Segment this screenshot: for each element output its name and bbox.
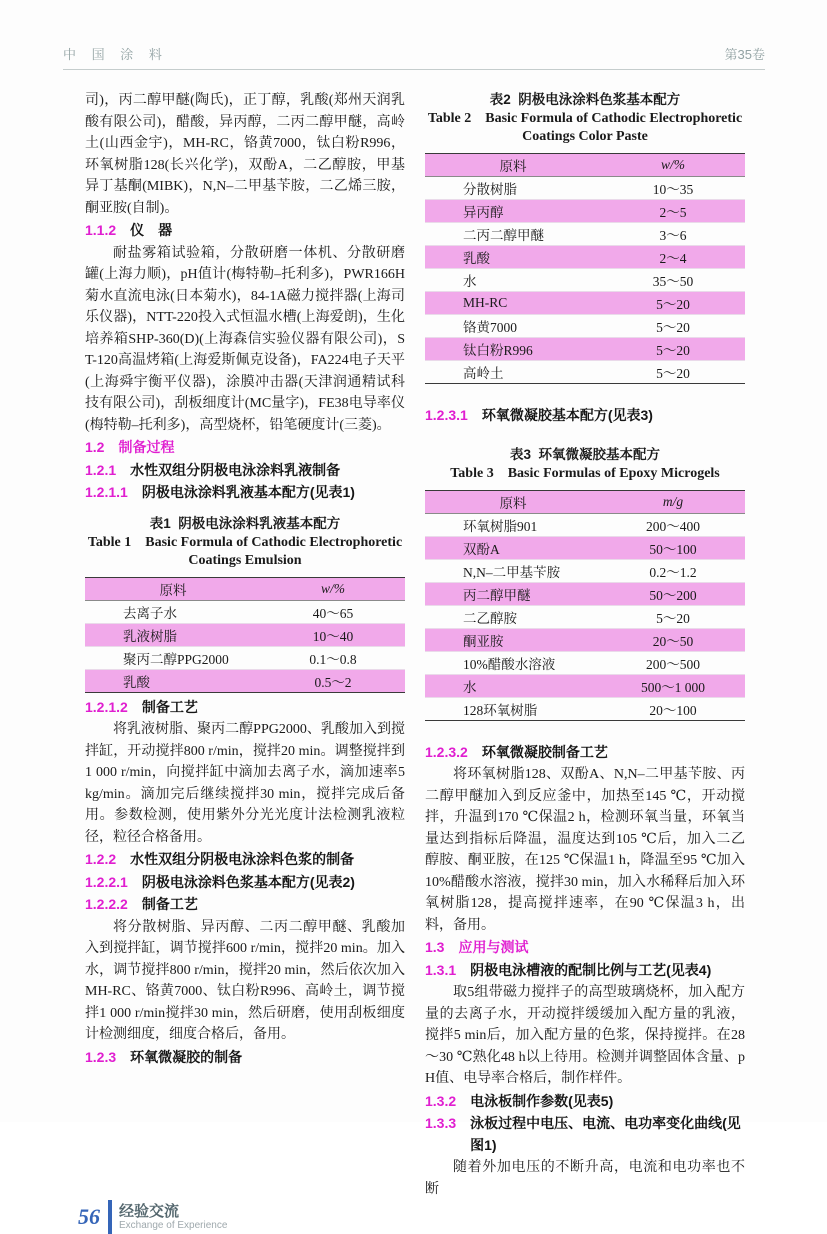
table-cell: 钛白粉R996: [463, 343, 533, 358]
section-number: 1.3.3: [425, 1115, 457, 1131]
paragraph-paste-process: 将分散树脂、异丙醇、二丙二醇甲醚、乳酸加入到搅拌缸，调节搅拌600 r/min，搅拌20 min。加入水，调节搅拌800 r/min，搅拌20 min，然后依次加入MH-RC、铬黄7000、钛白粉R996、高岭土，调节搅拌1 000 r/min搅拌30 min，然后研磨，使用刮板细度计检测细度，细度合格后，备用。: [85, 919, 405, 1042]
table-cell: m/g: [662, 493, 684, 509]
table-cell: 原料: [159, 582, 187, 598]
table-row: [425, 269, 745, 292]
table-cell: 酮亚胺: [463, 633, 504, 649]
table-row: [425, 200, 745, 223]
section-number: 1.2.2.1: [85, 873, 128, 890]
table-cell: 水: [463, 679, 477, 695]
section-number: 1.1.2: [85, 222, 117, 238]
table-cell: 128环氧树脂: [463, 702, 538, 718]
paragraph-emulsion-process: 将乳液树脂、聚丙二醇PPG2000、乳酸加入到搅拌缸，开动搅拌800 r/min，搅拌20 min。调整搅拌到1 000 r/min，向搅拌缸中滴加去离子水，滴加速率5 kg/min。滴加完后继续搅拌30 min，搅拌完成后备用。参数检测，使用紫外分光光度计法检测乳液粒径，粒径合格备用。: [85, 722, 405, 845]
table-row: [425, 338, 745, 361]
section-number: 1.3.1: [425, 961, 457, 978]
table1-emulsion-formula: [85, 577, 405, 693]
table-row: [425, 223, 745, 246]
table-cell: 乳酸: [463, 251, 490, 266]
table-cell: 铬黄7000: [463, 320, 517, 335]
table-row: [85, 577, 405, 600]
section-title: 阴极电泳槽液的配制比例与工艺(见表4): [470, 961, 712, 978]
table-cell: 二丙二醇甲醚: [463, 228, 544, 243]
right-column: [425, 90, 745, 1200]
section-number: 1.2.3.1: [425, 407, 468, 423]
table-cell: 5～20: [656, 297, 690, 312]
table-row: [425, 490, 745, 513]
page-number: 56: [78, 1204, 100, 1229]
section-heading-1-1-2: [85, 220, 405, 242]
left-column: [85, 90, 405, 1200]
section-title: 阴极电泳涂料乳液基本配方(见表1): [141, 484, 355, 500]
page-header: [63, 44, 765, 70]
table-row: [425, 582, 745, 605]
table1-caption-en-line1: Table 1 Basic Formula of Cathodic Electrophoretic: [87, 534, 403, 550]
table-row: [85, 646, 405, 669]
table2-caption-en-line2: Coatings Color Paste: [522, 129, 648, 144]
section-heading-1-2-2-2: [85, 894, 405, 916]
footer-accent-bar: [108, 1200, 112, 1234]
table1-caption-cn: 表1 阴极电泳涂料乳液基本配方: [149, 515, 341, 531]
section-title: 环氧微凝胶基本配方(见表3): [481, 407, 653, 423]
table-cell: 20～50: [652, 633, 694, 649]
table-row: [85, 623, 405, 646]
table-cell: 10～40: [312, 628, 354, 644]
table-cell: 200～500: [646, 656, 700, 672]
table-cell: w/%: [660, 157, 685, 172]
table3-caption-en-line1: Table 3 Basic Formulas of Epoxy Microgels: [450, 465, 720, 481]
table-row: [425, 513, 745, 536]
table-cell: 聚丙二醇PPG2000: [123, 651, 229, 667]
section-title: 阴极电泳涂料色浆基本配方(见表2): [141, 873, 355, 890]
table-cell: 0.2～1.2: [649, 564, 697, 580]
section-heading-1-2: [85, 437, 405, 459]
table-row: [425, 536, 745, 559]
table-cell: 高岭土: [463, 366, 504, 381]
table-cell: 原料: [499, 159, 527, 174]
section-number: 1.2.1.2: [85, 698, 128, 715]
table-row: [425, 697, 745, 720]
section-title: 水性双组分阴极电泳涂料乳液制备: [130, 461, 341, 478]
page-footer: [78, 1200, 827, 1234]
table-cell: 500～1 000: [640, 679, 706, 695]
volume-label: 第35卷: [724, 47, 765, 62]
paragraph-instruments: 耐盐雾箱试验箱，分散研磨一体机、分散研磨罐(上海力顺)，pH值计(梅特勒–托利多)，PWR166H菊水直流电泳(日本菊水)，84-1A磁力搅拌器(上海司乐仪器)，NTT-220投入式恒温水槽(上海爱朗)，生化培养箱SHP-360(D)(上海森信实验仪器有限公司)，ST-120高温烤箱(上海爱斯佩克设备)，FA224电子天平(上海舜宇衡平仪器)，涂膜冲击器(天津润通精试科技有限公司)，刮板细度计(MC量字)，FE38电导率仪(梅特勒–托利多)，高型烧杯，铅笔硬度计(三菱)。: [85, 245, 405, 433]
table-cell: 丙二醇甲醚: [463, 587, 531, 603]
table-row: [425, 605, 745, 628]
section-heading-1-3-2: [425, 1091, 745, 1113]
table2-color-paste-formula: [425, 153, 745, 384]
section-number: 1.2.3: [85, 1048, 117, 1065]
table-cell: 5～20: [656, 320, 690, 335]
section-heading-1-2-3: [85, 1047, 405, 1069]
section-heading-1-2-3-2: [425, 742, 745, 764]
table-cell: 3～6: [659, 228, 687, 243]
section-number: 1.2.2: [85, 851, 117, 867]
table-row: [425, 651, 745, 674]
table-cell: 分散树脂: [463, 182, 517, 197]
section-heading-1-2-1-2: [85, 697, 405, 719]
table-cell: 50～100: [649, 541, 697, 557]
table-cell: 20～100: [649, 702, 697, 718]
table-cell: 50～200: [649, 587, 697, 603]
spacer: [425, 725, 745, 741]
table-cell: 2～5: [659, 205, 687, 220]
section-heading-1-3-3: [425, 1113, 745, 1156]
paragraph-microgel-process: 将环氧树脂128、双酚A、N,N–二甲基苄胺、丙二醇甲醚加入到反应釜中，加热至145 ℃，开动搅拌，升温到170 ℃保温2 h，检测环氧当量，环氧当量达到指标后降温，温度达到105 ℃后，加入二乙醇胺、酮亚胺，在125 ℃保温1 h，降温至95 ℃加入10%醋酸水溶液，搅拌30 min，加入水稀释后加入环氧树脂128，提高搅拌速率，在90 ℃保温3 h，出料，备用。: [425, 767, 745, 933]
section-number: 1.2: [85, 439, 105, 455]
table-row: [425, 177, 745, 200]
section-heading-1-2-2-1: [85, 872, 405, 894]
table-cell: 乳液树脂: [123, 628, 177, 644]
section-title: 制备工艺: [141, 896, 198, 912]
table-cell: 5～20: [656, 610, 690, 626]
two-column-body: [85, 90, 745, 1200]
table1-caption-en-line2: Coatings Emulsion: [188, 552, 302, 568]
table-cell: 二乙醇胺: [463, 610, 517, 626]
section-title: 制备工艺: [141, 698, 198, 715]
table-cell: 0.1～0.8: [309, 651, 357, 667]
section-number: 1.2.3.2: [425, 743, 468, 760]
section-heading-1-2-1-1: [85, 482, 405, 504]
table-cell: 2～4: [659, 251, 687, 266]
footer-section: [119, 1203, 227, 1232]
section-title: 制备过程: [118, 439, 175, 455]
table-cell: 水: [463, 274, 477, 289]
table-row: [425, 154, 745, 177]
footer-section-cn: 经验交流: [119, 1202, 180, 1220]
paragraph-bath-preparation: 取5组带磁力搅拌子的高型玻璃烧杯，加入配方量的去离子水，开动搅拌缓缓加入配方量的乳液，搅拌5 min后，加入配方量的色浆，保持搅拌。在28～30 ℃熟化48 h以上待用。检测并调整固体含量、pH值、电导率合格后，制作样件。: [425, 985, 745, 1086]
table-cell: 异丙醇: [463, 205, 504, 220]
table-cell: 0.5～2: [314, 674, 352, 690]
table-row: [85, 600, 405, 623]
table-row: [85, 669, 405, 692]
table3-microgel-formula: [425, 490, 745, 721]
spacer: [425, 388, 745, 404]
table-row: [425, 559, 745, 582]
paragraph-voltage-curve: 随着外加电压的不断升高，电流和电功率也不断: [425, 1160, 745, 1197]
section-title: 环氧微凝胶的制备: [130, 1048, 243, 1065]
section-heading-1-2-3-1: [425, 405, 745, 427]
table-cell: 双酚A: [463, 541, 500, 557]
table2-caption-cn: 表2 阴极电泳涂料色浆基本配方: [489, 92, 681, 107]
table-cell: 40～65: [312, 605, 354, 621]
table-cell: N,N–二甲基苄胺: [463, 564, 561, 580]
journal-title: 中 国 涂 料: [63, 47, 168, 62]
section-heading-1-2-1: [85, 460, 405, 482]
table-cell: 原料: [499, 495, 527, 511]
table-cell: w/%: [320, 580, 345, 596]
paragraph-materials: 司)，丙二醇甲醚(陶氏)，正丁醇，乳酸(郑州天润乳酸有限公司)，醋酸，异丙醇，二丙二醇甲醚，高岭土(山西金宇)，MH-RC，铬黄7000，钛白粉R996，环氧树脂128(长兴化学)，双酚A，二乙醇胺，甲基异丁基酮(MIBK)，N,N–二甲基苄胺，二乙烯三胺，酮亚胺(自制)。: [85, 93, 405, 216]
section-heading-1-3-1: [425, 960, 745, 982]
section-title: 仪 器: [130, 222, 173, 238]
section-number: 1.3.2: [425, 1092, 457, 1109]
table3-caption-cn: 表3 环氧微凝胶基本配方: [509, 446, 660, 462]
section-heading-1-2-2: [85, 849, 405, 871]
table-row: [425, 628, 745, 651]
table-cell: 去离子水: [123, 605, 177, 621]
section-number: 1.2.2.2: [85, 896, 128, 912]
table-cell: 10～35: [652, 182, 694, 197]
table-row: [425, 361, 745, 384]
section-title: 应用与测试: [458, 939, 529, 955]
table-cell: 5～20: [656, 366, 690, 381]
table-row: [425, 315, 745, 338]
table-cell: 5～20: [656, 343, 690, 358]
table-cell: 10%醋酸水溶液: [463, 656, 556, 672]
section-number: 1.2.1: [85, 461, 117, 478]
table-cell: MH-RC: [463, 295, 508, 310]
table2-caption-en-line1: Table 2 Basic Formula of Cathodic Electrophoretic: [427, 111, 743, 126]
table-row: [425, 246, 745, 269]
table-cell: 35～50: [652, 274, 694, 289]
table-cell: 乳酸: [123, 674, 150, 690]
footer-section-en: Exchange of Experience: [119, 1219, 228, 1231]
table-cell: 环氧树脂901: [463, 518, 538, 534]
table-cell: 200～400: [646, 518, 700, 534]
section-title: 电泳板制作参数(见表5): [470, 1092, 614, 1109]
table-row: [425, 292, 745, 315]
section-title: 环氧微凝胶制备工艺: [481, 743, 608, 760]
table-row: [425, 674, 745, 697]
section-heading-1-3: [425, 937, 745, 959]
section-title: 泳板过程中电压、电流、电功率变化曲线(见图1): [470, 1115, 741, 1153]
section-title: 水性双组分阴极电泳涂料色浆的制备: [130, 851, 355, 867]
section-number: 1.2.1.1: [85, 484, 128, 500]
section-number: 1.3: [425, 939, 445, 955]
